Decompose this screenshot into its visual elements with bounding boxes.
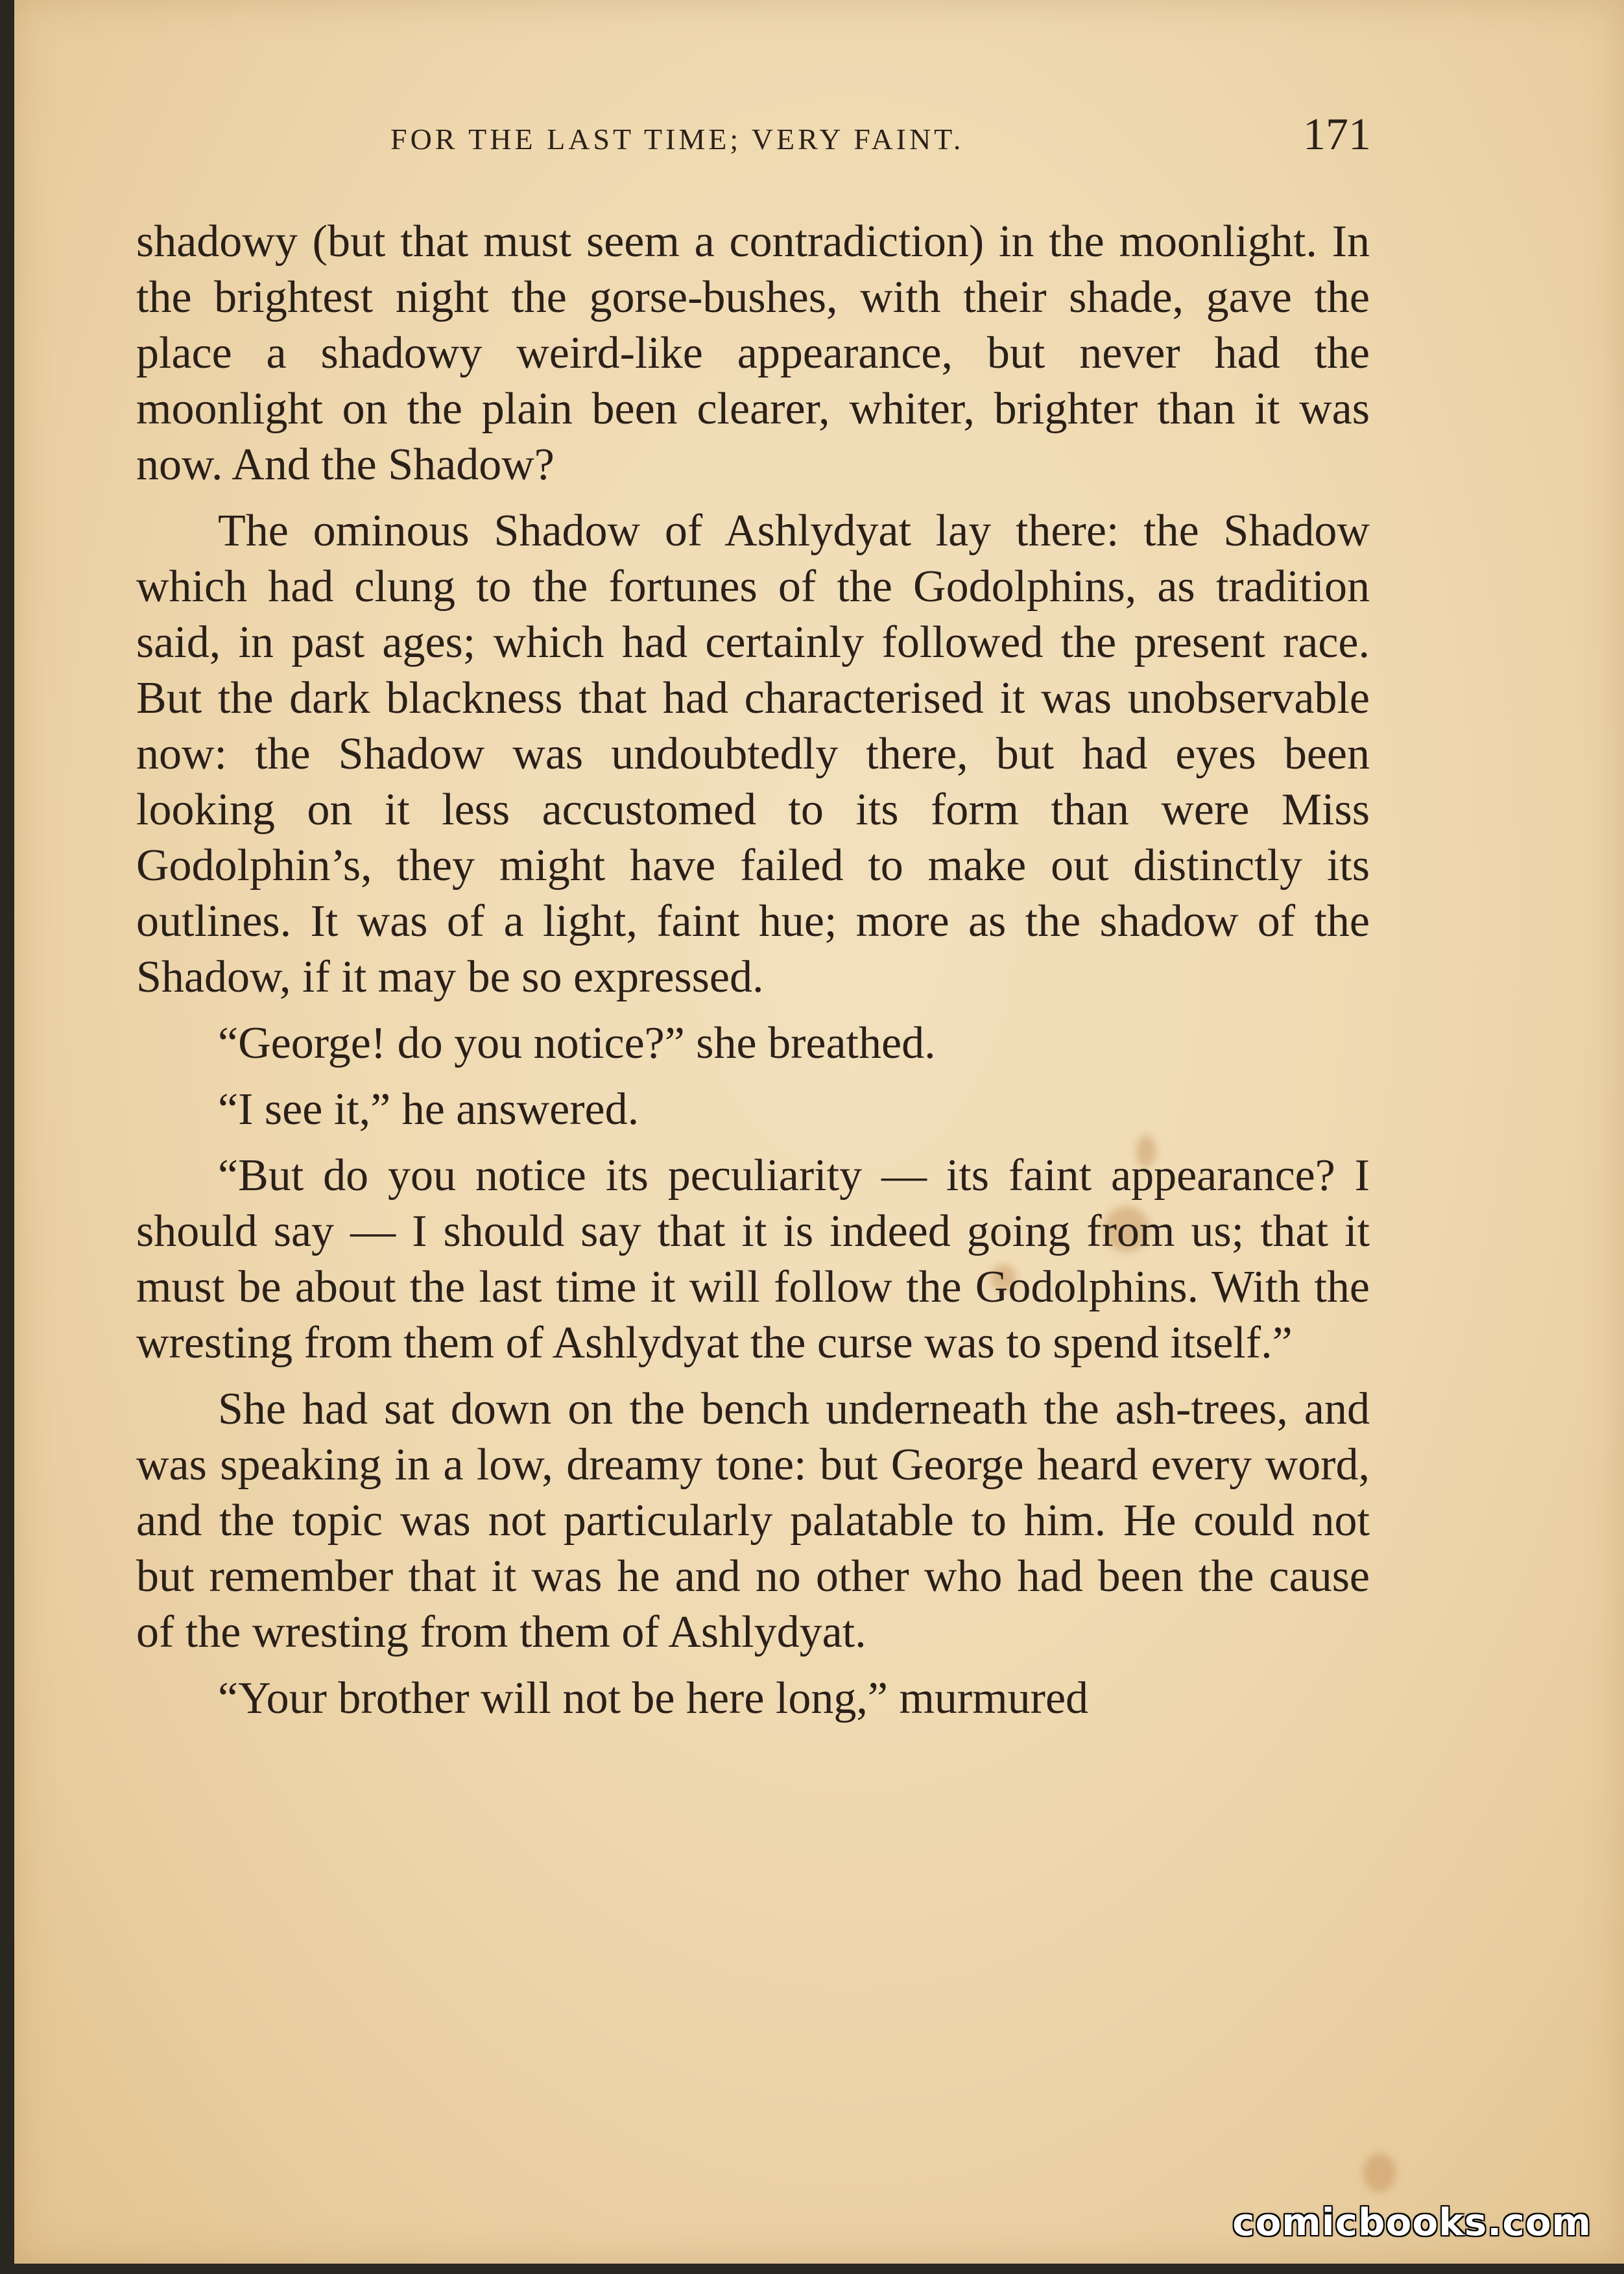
body-text [136, 214, 1370, 1737]
paragraph: “But do you notice its peculiarity — its faint appearance? I should say — I should say that it is indeed going from us; that it must be about the last time it will follow the Godolphins. With the wresting from them of Ashlydyat the curse was to spend itself.” [136, 1151, 1370, 1368]
paragraph: She had sat down on the bench underneath the ash-trees, and was speaking in a low, dreamy tone: but George heard every word, and the topic was not particularly palatable to him. He could not but remember that it was he and no other who had been the cause of the wresting from them of Ashlydyat. [136, 1384, 1370, 1657]
book-page [14, 0, 1624, 2264]
page-header [14, 109, 1624, 161]
paper-stain [1363, 2153, 1396, 2192]
watermark-text: comicbooks.com [1232, 2200, 1592, 2244]
running-title: FOR THE LAST TIME; VERY FAINT. [390, 123, 964, 156]
paragraph: The ominous Shadow of Ashlydyat lay there: the Shadow which had clung to the fortunes of the Godolphins, as tradition said, in past ages; which had certainly followed the present race. But the dark blackness that had characterised it was unobservable now: the Shadow was undoubtedly there, but had eyes been looking on it less accustomed to its form than were Miss Godolphin’s, they might have failed to make out distinctly its outlines. It was of a light, faint hue; more as the shadow of the Shadow, if it may be so expressed. [136, 506, 1370, 1002]
page-number: 171 [1303, 110, 1371, 160]
paragraph: “Your brother will not be here long,” murmured [218, 1673, 1089, 1723]
paragraph: “George! do you notice?” she breathed. [218, 1018, 936, 1068]
paragraph: “I see it,” he answered. [218, 1084, 639, 1134]
paragraph: shadowy (but that must seem a contradiction) in the moonlight. In the brightest night the gorse-bushes, with their shade, gave the place a shadowy weird-like appearance, but never had the moonlight on the plain been clearer, whiter, brighter than it was now. And the Shadow? [136, 217, 1370, 490]
